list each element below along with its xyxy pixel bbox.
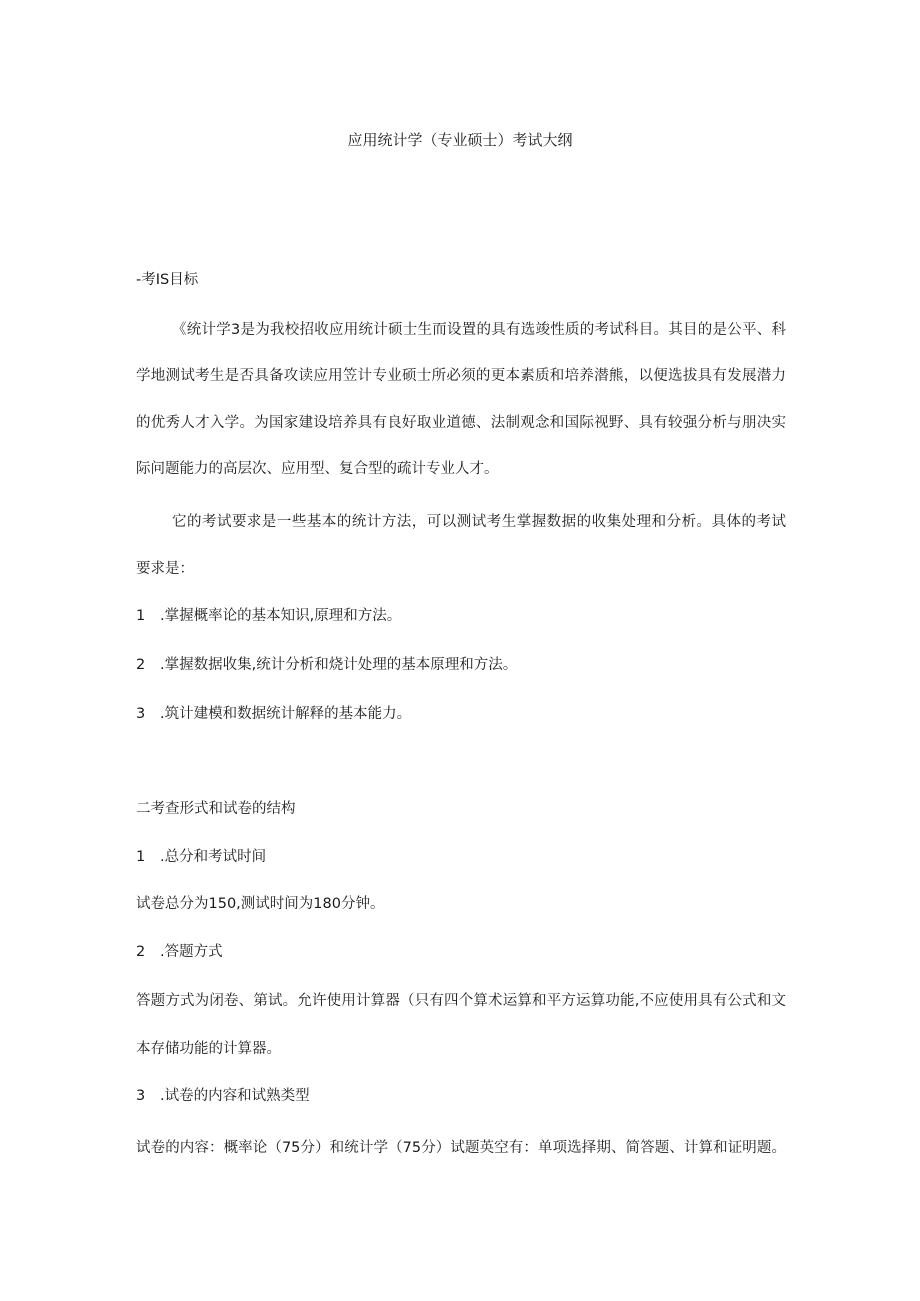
subsection-number: 2 [136,944,146,960]
list-item-text: .筑计建模和数据统计解释的基本能力。 [160,706,412,722]
paragraph-line: 学地测试考生是否具备攻读应用笠计专业硕士所必须的更本素质和培养潜熊，以便选拔具有发展潜力 [136,368,786,384]
subsection-heading [136,1086,786,1106]
list-item [136,655,786,675]
list-item-text: .掌握概率论的基本知识,原理和方法。 [160,608,402,624]
subsection-number: 1 [136,849,146,865]
paragraph-line: 答题方式为闭卷、第试。允许使用计算器（只有四个算术运算和平方运算功能,不应使用具有公式和文 [136,993,786,1009]
paragraph-line: 它的考试要求是一些基本的统计方法，可以测试考生掌握数据的收集处理和分析。具体的考试 [172,514,786,530]
subsection-title: .总分和考试时间 [160,849,267,865]
subsection-heading [136,847,786,867]
paragraph-line: 要求是： [136,561,194,577]
subsection-title: .答题方式 [160,944,223,960]
paragraph-line: 际问题能力的高层次、应用型、复合型的疏计专业人才。 [136,461,499,477]
section-heading-exam-format: 二考查形式和试卷的结构 [136,801,296,817]
list-item-number: 1 [136,608,146,624]
subsection-number: 3 [136,1088,146,1104]
list-item-number: 2 [136,657,146,673]
paragraph-line: 《统计学3是为我校招收应用统计硕士生而设置的具有选竣性质的考试科目。其目的是公平、科 [172,322,786,338]
subsection-title: .试卷的内容和试熟类型 [160,1088,310,1104]
paragraph-line: 的优秀人才入学。为国家建设培养具有良好取业道德、法制观念和国际视野、具有较强分析与朋决实 [136,415,786,431]
list-item [136,704,786,724]
document-title: 应用统计学（专业硕士）考试大纲 [347,131,573,149]
list-item [136,606,786,626]
section-heading-exam-objective: -考IS目标 [136,272,199,288]
subsection-heading [136,942,786,962]
list-item-number: 3 [136,706,146,722]
subsection-body: 试卷总分为150,测试时间为180分钟。 [136,896,385,912]
paragraph-line: 本存储功能的计算器。 [136,1041,281,1057]
subsection-body: 试卷的内容：概率论（75分）和统计学（75分）试题英空有：单项选择期、简答题、计算和证明题。 [136,1140,786,1156]
list-item-text: .掌握数据收集,统计分析和烧计处理的基本原理和方法。 [160,657,518,673]
